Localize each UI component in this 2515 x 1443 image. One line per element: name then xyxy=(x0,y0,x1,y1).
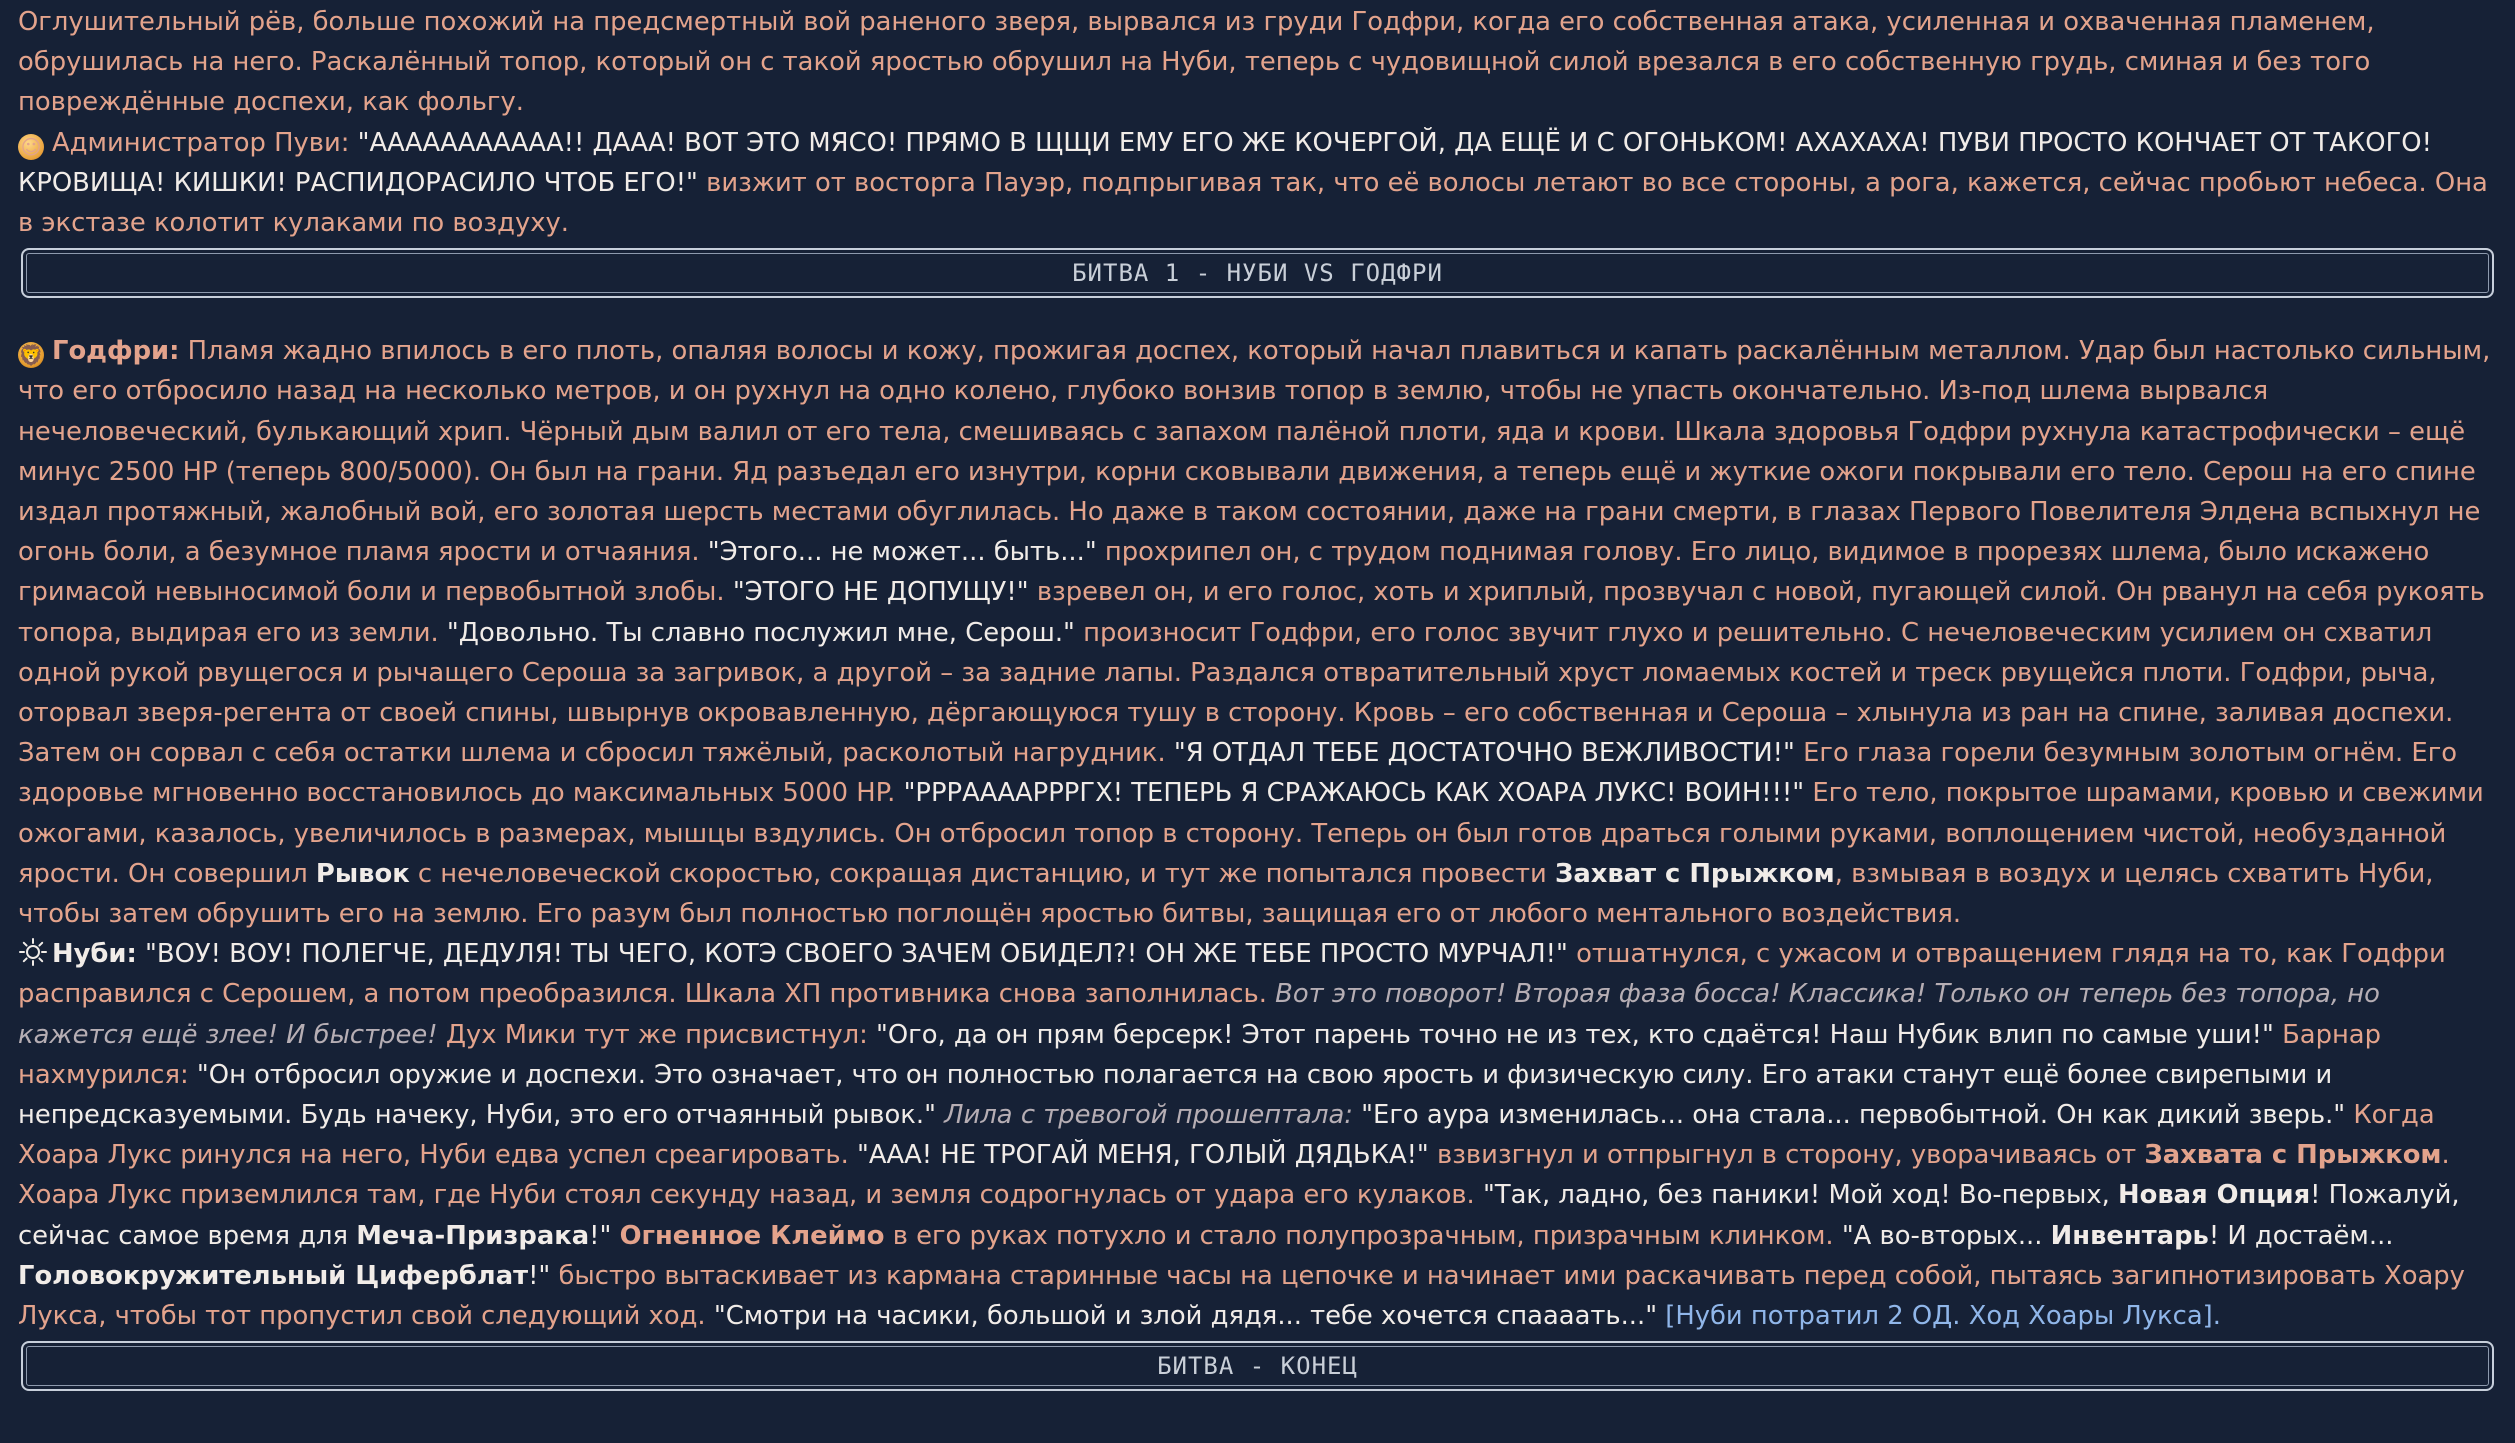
skill-name: Инвентарь xyxy=(2050,1220,2209,1251)
speech-quote: ! И достаём... xyxy=(2208,1220,2394,1251)
smiling-face-emoji-icon: ☺ xyxy=(18,134,44,160)
speech-quote: "Я ОТДАЛ ТЕБЕ ДОСТАТОЧНО ВЕЖЛИВОСТИ!" xyxy=(1173,738,1795,769)
speech-quote: !" xyxy=(589,1220,612,1251)
narration-text: Его тело, покрытое шрамами, кровью и свежими ожогами, казалось, увеличилось в размерах, мышцы вздулись. Он отбросил топор в сторону. Теперь он был готов драться голыми руками, воплощением чистой, необузданной ярости. Он совершил xyxy=(18,778,2484,889)
speech-quote: "ААААААААААА!! ДААА! ВОТ ЭТО МЯСО! ПРЯМО В ЩЩИ ЕМУ ЕГО ЖЕ КОЧЕРГОЙ, ДА ЕЩЁ И С ОГОНЬКОМ! АХАХАХА! ПУВИ ПРОСТО КОНЧАЕТ ОТ ТАКОГО! КРОВИЩА! КИШКИ! РАСПИДОРАСИЛО ЧТОБ ЕГО!" xyxy=(18,127,2432,198)
speaker-name: Нуби: xyxy=(52,939,137,970)
speech-quote: "Смотри на часики, большой и злой дядя... тебе хочется спаааать..." xyxy=(713,1301,1658,1332)
speech-quote: "Довольно. Ты славно послужил мне, Серош." xyxy=(446,617,1075,648)
speech-quote: "А во-вторых... xyxy=(1841,1220,2043,1251)
skill-name: Рывок xyxy=(315,858,410,889)
item-name: Огненное Клеймо xyxy=(619,1220,885,1251)
speech-quote: "Ого, да он прям берсерк! Этот парень точно не из тех, кто сдаётся! Наш Нубик влип по самые уши!" xyxy=(876,1019,2274,1050)
speech-quote: "ЭТОГО НЕ ДОПУЩУ!" xyxy=(732,577,1029,608)
speaker-name: Годфри: xyxy=(52,336,180,367)
narration-text: Барнар нахмурился: xyxy=(18,1019,2381,1090)
speech-quote: "ВОУ! ВОУ! ПОЛЕГЧЕ, ДЕДУЛЯ! ТЫ ЧЕГО, КОТЭ СВОЕГО ЗАЧЕМ ОБИДЕЛ?! ОН ЖЕ ТЕБЕ ПРОСТО МУРЧАЛ!" xyxy=(145,939,1568,970)
narration-text: , взмывая в воздух и целясь схватить Нуби, чтобы затем обрушить его на землю. Его разум был полностью поглощён яростью битвы, защищая его от любого ментального воздействия. xyxy=(18,858,2434,930)
divider-label: БИТВА 1 - НУБИ VS ГОДФРИ xyxy=(1072,259,1443,288)
narration-text: Его глаза горели безумным золотым огнём. Его здоровье мгновенно восстановилось до максимальных 5000 HP. xyxy=(18,738,2458,809)
battle-divider-end xyxy=(21,1341,2494,1391)
speech-quote: "РРРААААРРРГХ! ТЕПЕРЬ Я СРАЖАЮСЬ КАК ХОАРА ЛУКС! ВОИН!!!" xyxy=(903,778,1805,809)
narration-message xyxy=(18,2,2497,123)
narration-text: в его руках потухло и стало полупрозрачным, призрачным клинком. xyxy=(892,1220,1834,1251)
speech-quote: "Он отбросил оружие и доспехи. Это означает, что он полностью полагается на свою ярость и физическую силу. Его атаки станут ещё более свирепыми и непредсказуемыми. Будь начеку, Нуби, это его отчаянный рывок." xyxy=(18,1059,2333,1131)
italic-thought: Вот это поворот! Вторая фаза босса! Классика! Только он теперь без топора, но кажется ещё злее! И быстрее! xyxy=(18,979,2380,1050)
skill-name: Захват с Прыжком xyxy=(1555,858,1835,889)
narration-text: произносит Годфри, его голос звучит глухо и решительно. С нечеловеческим усилием он схватил одной рукой рвущегося и рычащего Сероша за загривок, а другой – за задние лапы. Раздался отвратительный хруст ломаемых костей и треск рвущейся плоти. Годфри, рыча, оторвал зверя-регента от своей спины, швырнув окровавленную, дёргающуюся тушу в сторону. Кровь – его собственная и Сероша – хлынула из ран на спине, заливая доспехи. Затем он сорвал с себя остатки шлема и сбросил тяжёлый, расколотый нагрудник. xyxy=(18,617,2454,769)
narration-text: взревел он, и его голос, хоть и хриплый, прозвучал с новой, пугающей силой. Он рванул на себя рукоять топора, выдирая его из земли. xyxy=(18,577,2485,648)
lion-face-emoji-icon: 🦁 xyxy=(18,343,44,368)
narration-text: прохрипел он, с трудом поднимая голову. Его лицо, видимое в прорезях шлема, было искажено гримасой невыносимой боли и первобытной злобы. xyxy=(18,537,2430,608)
narration-text: визжит от восторга Пауэр, подпрыгивая так, что её волосы летают во все стороны, а рога, кажется, сейчас пробьют небеса. Она в экстазе колотит кулаками по воздуху. xyxy=(18,167,2488,239)
godfrey-message xyxy=(18,331,2497,934)
spacer xyxy=(18,303,2497,331)
item-name: Головокружительный Циферблат xyxy=(18,1260,529,1291)
narration-text: Дух Мики тут же присвистнул: xyxy=(445,1019,868,1050)
speech-quote: ! Пожалуй, сейчас самое время для xyxy=(18,1180,2460,1251)
narration-text: взвизгнул и отпрыгнул в сторону, уворачиваясь от xyxy=(1437,1140,2137,1171)
system-note: [Нуби потратил 2 ОД. Ход Хоары Лукса]. xyxy=(1665,1301,2221,1332)
narration-text: . Хоара Лукс приземлился там, где Нуби стоял секунду назад, и земля содрогнулась от удара его кулаков. xyxy=(18,1140,2450,1211)
skill-name: Меча-Призрака xyxy=(356,1220,590,1251)
speech-quote: "ААА! НЕ ТРОГАЙ МЕНЯ, ГОЛЫЙ ДЯДЬКА!" xyxy=(856,1140,1429,1171)
poovi-message xyxy=(18,123,2497,244)
speaker-name: Администратор Пуви: xyxy=(52,127,350,158)
speech-quote: "Этого... не может... быть..." xyxy=(707,537,1097,568)
narration-text: Когда Хоара Лукс ринулся на него, Нуби едва успел среагировать. xyxy=(18,1100,2435,1171)
skill-name: Новая Опция xyxy=(2118,1180,2311,1211)
speech-quote: "Так, ладно, без паники! Мой ход! Во-первых, xyxy=(1482,1180,2110,1211)
battle-divider-start xyxy=(21,248,2494,298)
narration-text: отшатнулся, с ужасом и отвращением глядя на то, как Годфри расправился с Серошем, а потом преобразился. Шкала ХП противника снова заполнилась. xyxy=(18,939,2446,1010)
skill-name: Захвата с Прыжком xyxy=(2144,1140,2442,1171)
narration-text: с нечеловеческой скоростью, сокращая дистанцию, и тут же попытался провести xyxy=(417,858,1547,889)
narration-text: быстро вытаскивает из кармана старинные часы на цепочке и начинает ими раскачивать перед собой, пытаясь загипнотизировать Хоару Лукса, чтобы тот пропустил свой следующий ход. xyxy=(18,1260,2465,1332)
noobi-message xyxy=(18,934,2497,1336)
sun-icon xyxy=(18,937,48,967)
message-text: Оглушительный рёв, больше похожий на предсмертный вой раненого зверя, вырвался из груди Годфри, когда его собственная атака, усиленная и охваченная пламенем, обрушилась на него. Раскалённый топор, который он с такой яростью обрушил на Нуби, теперь с чудовищной силой врезался в его собственную грудь, сминая и без того повреждённые доспехи, как фольгу. xyxy=(18,7,2375,118)
speech-quote: !" xyxy=(528,1260,551,1291)
divider-label: БИТВА - КОНЕЦ xyxy=(1157,1352,1358,1381)
italic-narration: Лила с тревогой прошептала: xyxy=(944,1100,1353,1131)
speech-quote: "Его аура изменилась... она стала... первобытной. Он как дикий зверь." xyxy=(1361,1100,2346,1131)
narration-text: Пламя жадно впилось в его плоть, опаляя волосы и кожу, прожигая доспех, который начал плавиться и капать раскалённым металлом. Удар был настолько сильным, что его отбросило назад на несколько метров, и он рухнул на одно колено, глубоко вонзив топор в землю, чтобы не упасть окончательно. Из-под шлема вырвался нечеловеческий, булькающий хрип. Чёрный дым валил от его тела, смешиваясь с запахом палёной плоти, яда и крови. Шкала здоровья Годфри рухнула катастрофически – ещё минус 2500 HP (теперь 800/5000). Он был на грани. Яд разъедал его изнутри, корни сковывали движения, а теперь ещё и жуткие ожоги покрывали его тело. Серош на его спине издал протяжный, жалобный вой, его золотая шерсть местами обуглилась. Но даже в таком состоянии, даже на грани смерти, в глазах Первого Повелителя Элдена вспыхнул не огонь боли, а безумное пламя ярости и отчаяния. xyxy=(18,336,2491,568)
